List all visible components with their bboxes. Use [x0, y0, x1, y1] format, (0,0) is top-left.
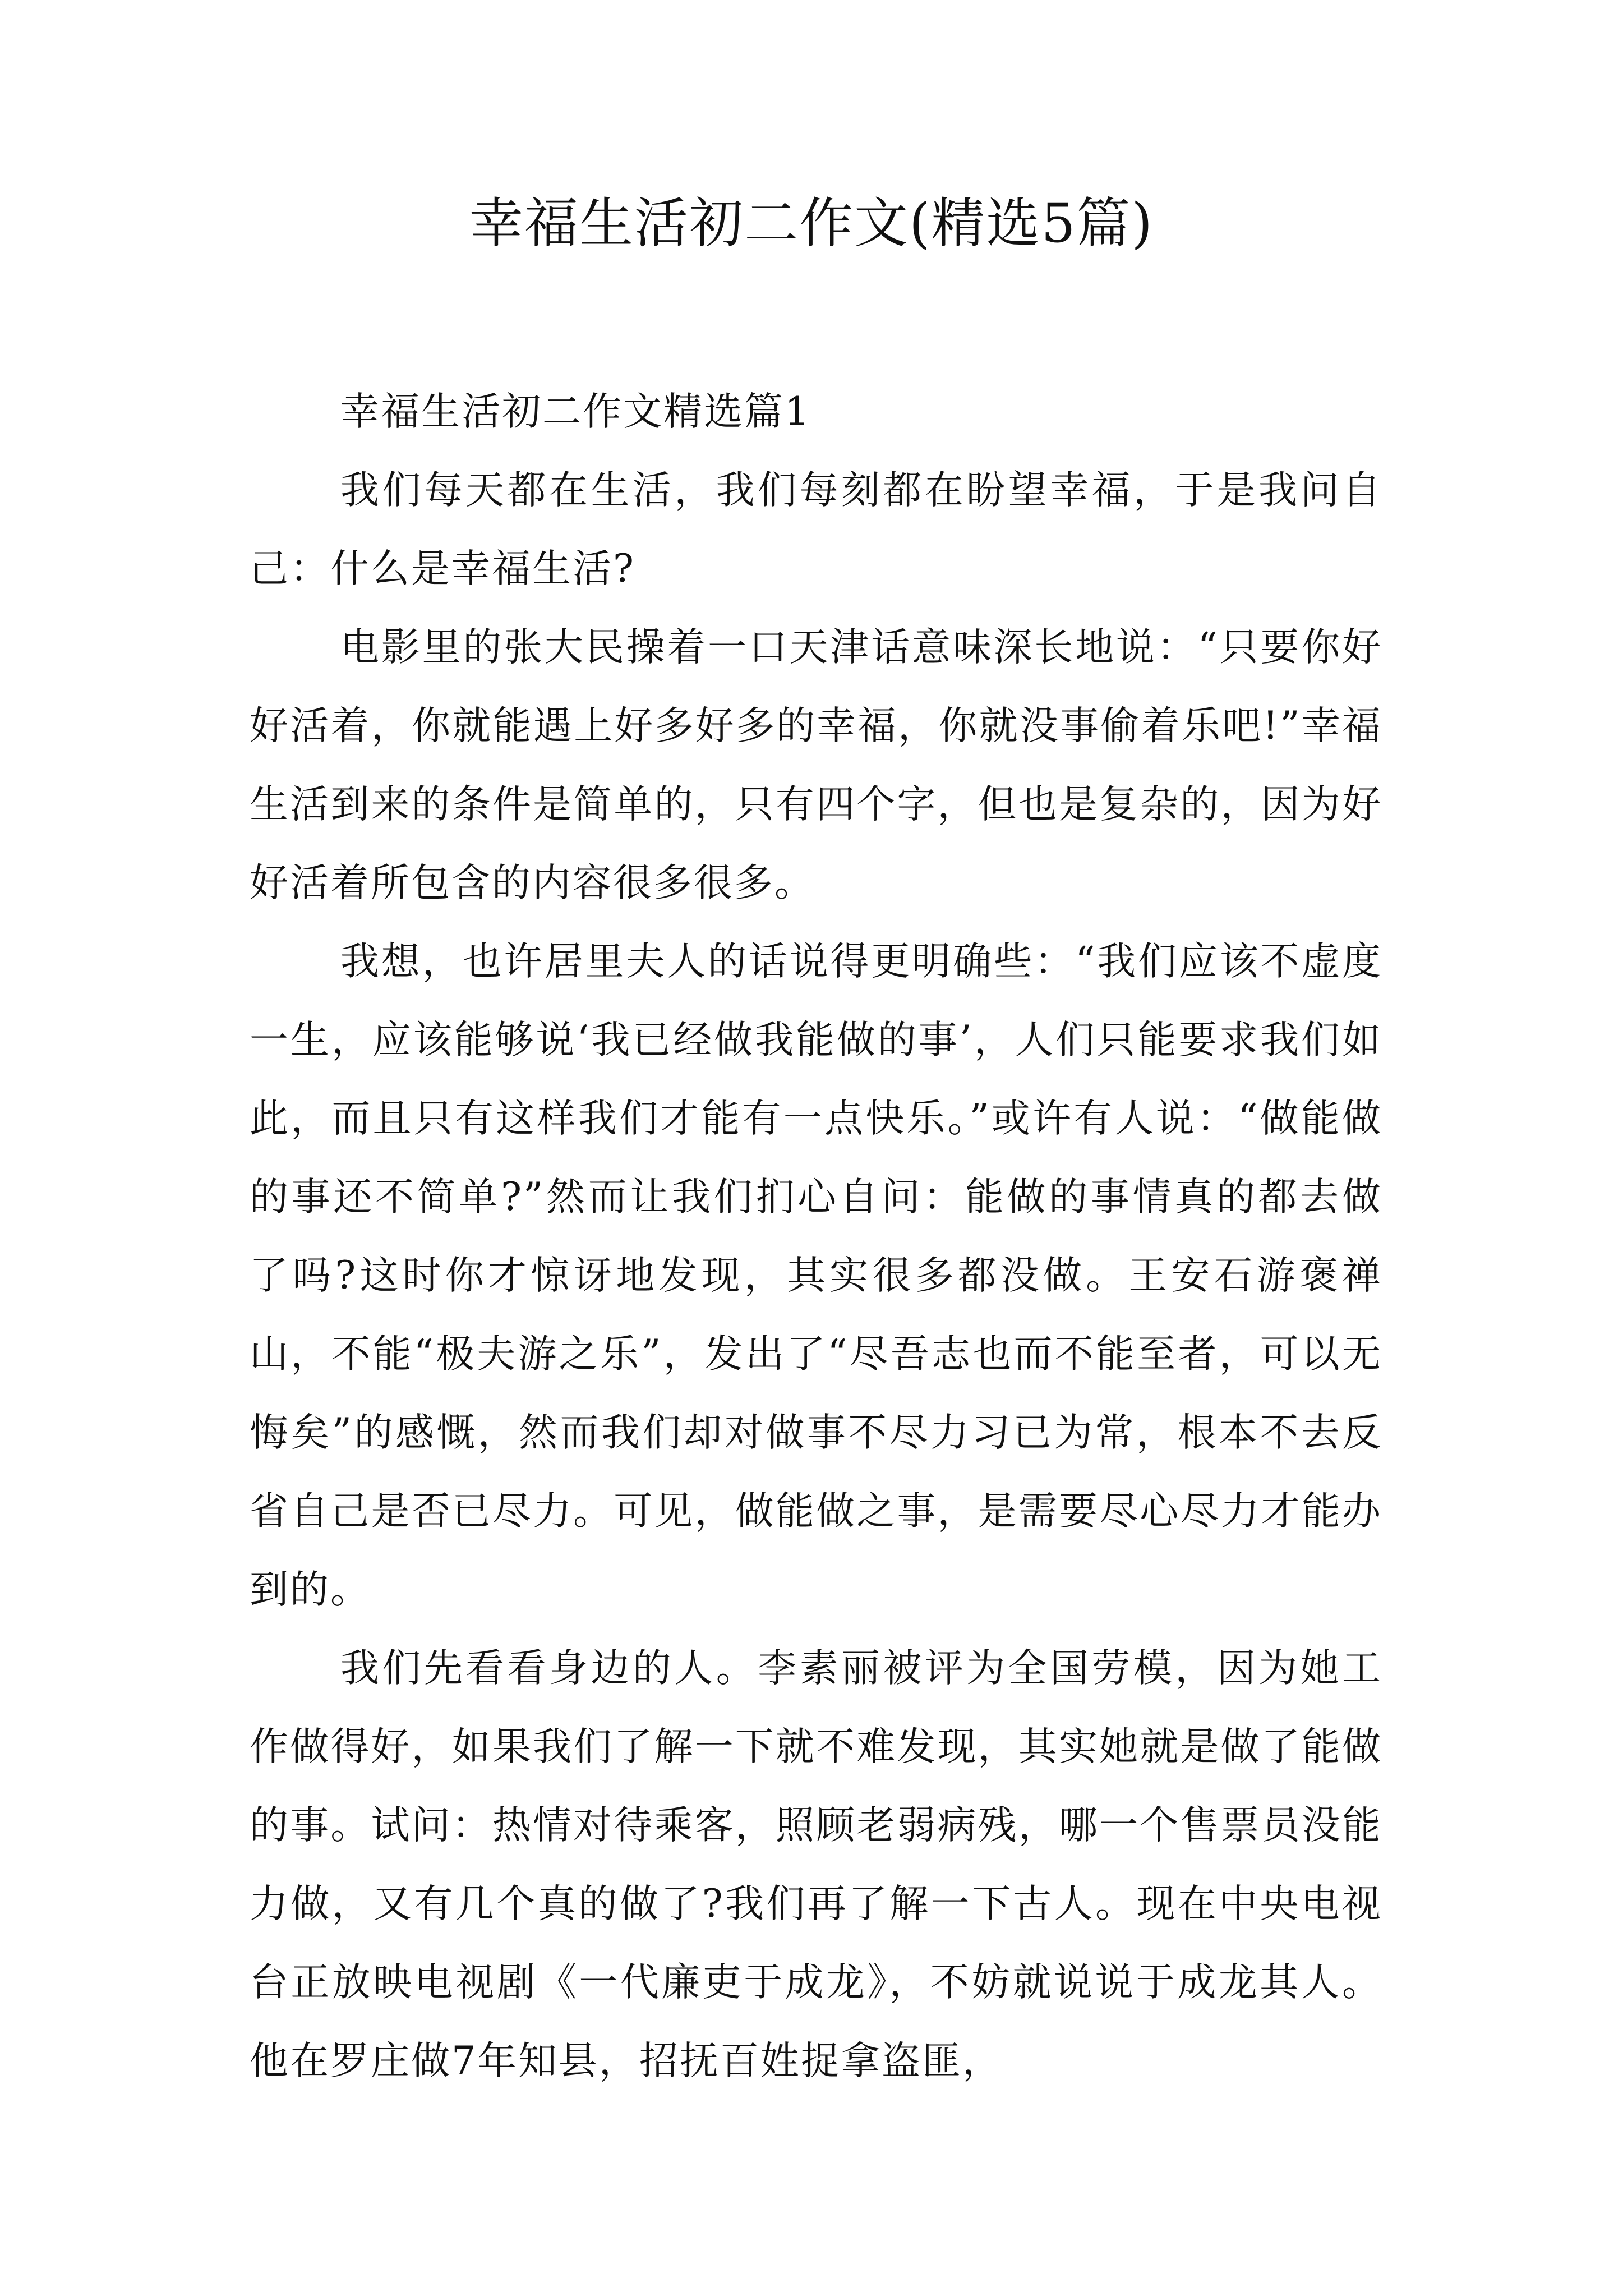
- document-title: 幸福生活初二作文(精选5篇): [469, 192, 1154, 255]
- section-heading: 幸福生活初二作文精选篇1: [340, 389, 811, 434]
- paragraph-4: 我们先看看身边的人。李素丽被评为全国劳模，因为她工作做得好，如果我们了解一下就不难发现，其实她就是做了能做的事。试问：热情对待乘客，照顾老弱病残，哪一个售票员没能力做，又有几个真的做了?我们再了解一下古人。现在中央电视台正放映电视剧《一代廉吏于成龙》，不妨就说说于成龙其人。他在罗庄做7年知县，招抚百姓捉拿盗匪，: [250, 1646, 1382, 2083]
- paragraph-1: 我们每天都在生活，我们每刻都在盼望幸福，于是我问自己：什么是幸福生活?: [250, 468, 1382, 591]
- document-body: [250, 372, 1382, 2100]
- paragraph-3: 我想，也许居里夫人的话说得更明确些：“我们应该不虚度一生，应该能够说‘我已经做我能做的事’，人们只能要求我们如此，而且只有这样我们才能有一点快乐。”或许有人说：“做能做的事还不简单?”然而让我们扪心自问：能做的事情真的都去做了吗?这时你才惊讶地发现，其实很多都没做。王安石游褒禅山，不能“极夫游之乐”，发出了“尽吾志也而不能至者，可以无悔矣”的感慨，然而我们却对做事不尽力习已为常，根本不去反省自己是否已尽力。可见，做能做之事，是需要尽心尽力才能办到的。: [250, 939, 1382, 1612]
- paragraph-2: 电影里的张大民操着一口天津话意味深长地说：“只要你好好活着，你就能遇上好多好多的幸福，你就没事偷着乐吧!”幸福生活到来的条件是简单的，只有四个字，但也是复杂的，因为好好活着所包含的内容很多很多。: [250, 625, 1382, 905]
